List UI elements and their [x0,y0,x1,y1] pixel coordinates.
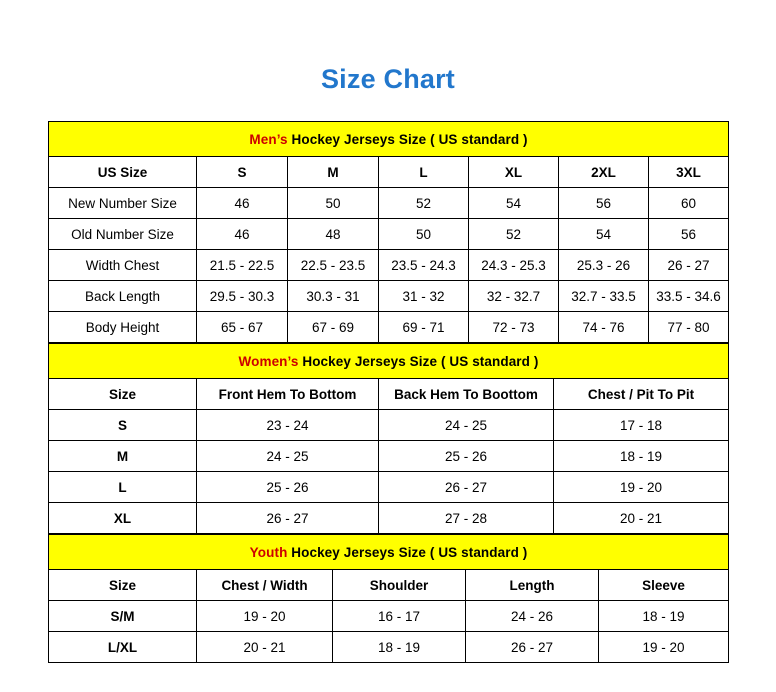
table-cell: 54 [469,188,559,219]
mens-section-heading [49,122,729,157]
size-chart-tables [48,93,728,663]
womens-section-heading-accent: Women’s [238,353,299,369]
column-header: Chest / Width [197,570,333,601]
womens-section-heading-rest: Hockey Jerseys Size ( US standard ) [298,353,539,369]
table-cell: 56 [559,188,649,219]
table-row [49,250,729,281]
table-cell: 54 [559,219,649,250]
mens-section-heading-rest: Hockey Jerseys Size ( US standard ) [287,131,528,147]
table-row [49,503,729,534]
table-cell: 19 - 20 [554,472,729,503]
mens-section-heading-accent: Men’s [249,131,288,147]
column-header: 2XL [559,157,649,188]
table-header-row [49,157,729,188]
row-label: Body Height [49,312,197,343]
row-label: S/M [49,601,197,632]
table-cell: 27 - 28 [379,503,554,534]
table-cell: 74 - 76 [559,312,649,343]
table-cell: 69 - 71 [379,312,469,343]
table-cell: 20 - 21 [197,632,333,663]
table-row [49,312,729,343]
table-row [49,219,729,250]
youth-section-heading-accent: Youth [249,544,288,560]
column-header: S [197,157,288,188]
womens-section-heading [49,344,729,379]
table-cell: 23.5 - 24.3 [379,250,469,281]
table-cell: 26 - 27 [379,472,554,503]
table-cell: 22.5 - 23.5 [288,250,379,281]
table-row [49,632,729,663]
table-cell: 32 - 32.7 [469,281,559,312]
table-cell: 17 - 18 [554,410,729,441]
row-label: L [49,472,197,503]
table-cell: 77 - 80 [649,312,729,343]
table-cell: 50 [379,219,469,250]
row-label: M [49,441,197,472]
table-cell: 18 - 19 [554,441,729,472]
table-cell: 19 - 20 [197,601,333,632]
row-label: S [49,410,197,441]
table-row [49,410,729,441]
column-header: Shoulder [333,570,466,601]
table-cell: 24.3 - 25.3 [469,250,559,281]
table-cell: 52 [379,188,469,219]
table-cell: 24 - 26 [466,601,599,632]
table-cell: 24 - 25 [197,441,379,472]
table-cell: 26 - 27 [197,503,379,534]
row-label: New Number Size [49,188,197,219]
table-cell: 46 [197,188,288,219]
table-cell: 33.5 - 34.6 [649,281,729,312]
table-cell: 23 - 24 [197,410,379,441]
table-header-row [49,570,729,601]
table-section-header-row [49,344,729,379]
table-cell: 56 [649,219,729,250]
table-cell: 30.3 - 31 [288,281,379,312]
table-cell: 21.5 - 22.5 [197,250,288,281]
youth-size-table [48,534,729,663]
table-cell: 24 - 25 [379,410,554,441]
column-header: L [379,157,469,188]
table-cell: 48 [288,219,379,250]
womens-size-table [48,343,729,534]
table-cell: 25 - 26 [379,441,554,472]
table-section-header-row [49,122,729,157]
table-cell: 29.5 - 30.3 [197,281,288,312]
column-header: M [288,157,379,188]
table-cell: 50 [288,188,379,219]
table-cell: 46 [197,219,288,250]
mens-size-table [48,121,729,343]
column-header: XL [469,157,559,188]
table-cell: 60 [649,188,729,219]
column-header: US Size [49,157,197,188]
table-cell: 31 - 32 [379,281,469,312]
table-row [49,472,729,503]
table-cell: 26 - 27 [466,632,599,663]
table-section-header-row [49,535,729,570]
row-label: XL [49,503,197,534]
table-cell: 19 - 20 [599,632,729,663]
youth-section-heading [49,535,729,570]
youth-section-heading-rest: Hockey Jerseys Size ( US standard ) [287,544,528,560]
column-header: Sleeve [599,570,729,601]
column-header: Length [466,570,599,601]
table-row [49,601,729,632]
table-cell: 52 [469,219,559,250]
table-cell: 67 - 69 [288,312,379,343]
table-cell: 16 - 17 [333,601,466,632]
table-cell: 32.7 - 33.5 [559,281,649,312]
row-label: L/XL [49,632,197,663]
column-header: Chest / Pit To Pit [554,379,729,410]
row-label: Old Number Size [49,219,197,250]
page-title: Size Chart [320,64,456,94]
table-row [49,281,729,312]
column-header: Size [49,570,197,601]
table-cell: 18 - 19 [333,632,466,663]
table-cell: 20 - 21 [554,503,729,534]
column-header: 3XL [649,157,729,188]
table-cell: 25.3 - 26 [559,250,649,281]
table-cell: 65 - 67 [197,312,288,343]
table-cell: 25 - 26 [197,472,379,503]
row-label: Back Length [49,281,197,312]
table-row [49,441,729,472]
table-cell: 26 - 27 [649,250,729,281]
row-label: Width Chest [49,250,197,281]
table-cell: 18 - 19 [599,601,729,632]
column-header: Size [49,379,197,410]
column-header: Front Hem To Bottom [197,379,379,410]
table-row [49,188,729,219]
column-header: Back Hem To Boottom [379,379,554,410]
table-header-row [49,379,729,410]
table-cell: 72 - 73 [469,312,559,343]
